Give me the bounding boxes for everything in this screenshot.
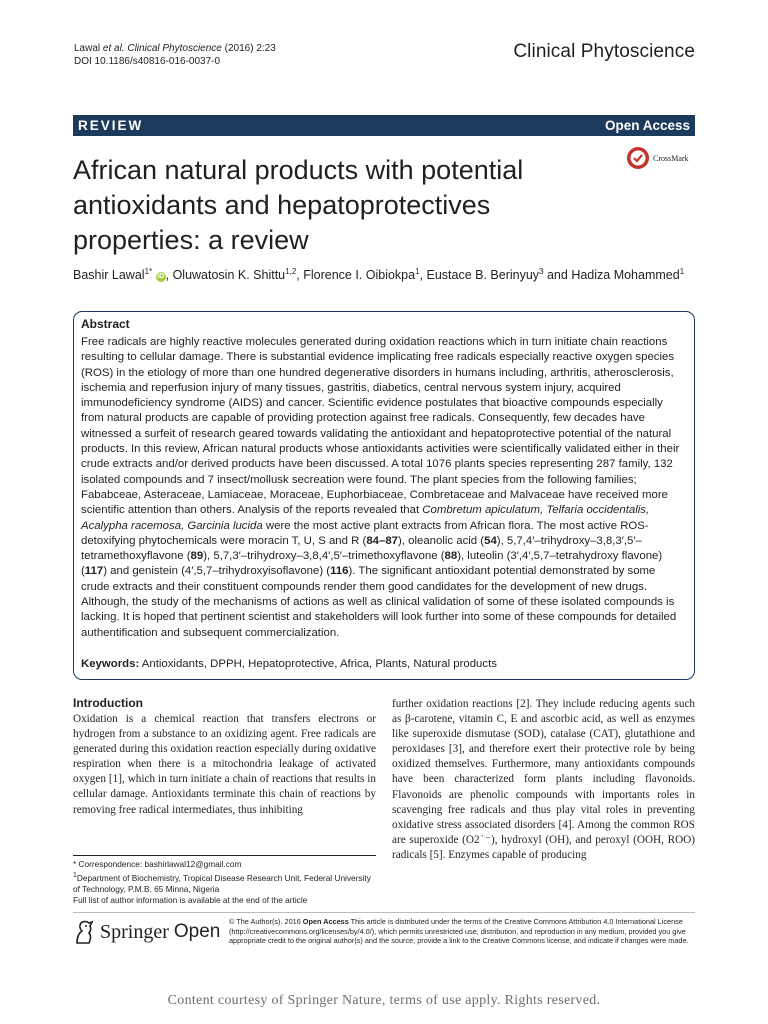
footnote-divider — [73, 855, 376, 856]
article-type: REVIEW — [78, 118, 144, 133]
introduction-heading: Introduction — [73, 696, 143, 710]
citation-authors: Lawal — [74, 43, 103, 54]
author-separator: , — [419, 268, 427, 283]
springer-horse-icon — [73, 919, 95, 945]
license-part: This article is distributed under the terms of the Creative Commons Attribution 4.0 International License (http://creativecommons.org/licenses/by/4.0/), which permits unrestricted use, distribution, and reproduction in any medium, provided you give appropriate credit to the original author(s) and the source, provide a link to the Creative Commons license, and indicate if changes were made. — [229, 917, 689, 946]
author-affil: 3 — [539, 267, 544, 276]
body-column-right: further oxidation reactions [2]. They include reducing agents such as β-carotene, vitamin C, E and ascorbic acid, as well as enzymes like superoxide dismutase (SOD), catalase (CAT), glutathione and peroxidases [3], and therefore exert their protective role by being oxidized themselves. Furthermore, many antioxidants compounds have been characterized form plants including flavonoids. Flavonoids are phenolic compounds with importants roles in scavenging free radicals and thus play vital roles in preventing oxidative stress associated disorders [4]. Among the common ROS are superoxide (O2˙⁻), hydroxyl (OH), and peroxyl (OOH, ROO) radicals [5]. Enzymes capable of producing — [392, 698, 695, 861]
abstract-part: ), 5,7,3′–trihydroxy–3,8,4′,5′–trimethoxyflavone ( — [203, 550, 445, 563]
author-name[interactable]: Oluwatosin K. Shittu — [172, 268, 286, 283]
compound-ref: 89 — [190, 550, 204, 563]
abstract-part: were the most active plant extracts from African flora. The most active ROS-detoxifying phytochemicals were moracin T, U, S and R ( — [81, 519, 649, 547]
springer-open-logo[interactable] — [73, 919, 220, 945]
affiliation-sup: 1 — [73, 872, 77, 879]
author-name[interactable]: Hadiza Mohammed — [571, 268, 680, 283]
footnotes — [73, 859, 376, 906]
keywords — [81, 657, 687, 672]
footer-divider — [73, 912, 695, 913]
abstract-text — [81, 335, 687, 641]
open-wordmark: Open — [173, 921, 221, 942]
more-info: Full list of author information is available at the end of the article — [73, 894, 308, 905]
crossmark-icon — [626, 146, 650, 170]
abstract-part: ). The significant antioxidant potential demonstrated by some crude extracts and their constituent compounds render them good candidates for the development of new drugs. Although, the study of the mechanisms of actions as well as clinical validation of some of these isolated compounds is lacking. It is hoped that pertinent scientist and stakeholders will look further into some of these compounds for detailed authentification and subsequent commercialization. — [81, 565, 677, 639]
doi[interactable]: DOI 10.1186/s40816-016-0037-0 — [74, 56, 221, 67]
compound-ref: 88 — [444, 550, 458, 563]
journal-name[interactable]: Clinical Phytoscience — [513, 41, 695, 62]
author-list — [73, 264, 713, 283]
author-affil: 1 — [679, 267, 685, 276]
crossmark-badge[interactable] — [626, 146, 689, 170]
author-separator: , — [296, 268, 304, 283]
author-affil: 1,2 — [285, 267, 297, 276]
author-affil: 1 — [415, 267, 420, 276]
affiliation — [73, 870, 376, 895]
orcid-icon[interactable]: iD — [157, 273, 165, 281]
citation-year: (2016) 2:23 — [221, 43, 276, 54]
license-text — [229, 917, 695, 946]
author-separator: and — [543, 268, 572, 283]
body-column-left: Oxidation is a chemical reaction that transfers electrons or hydrogen from a substance to an oxidizing agent. Free radicals are generated during this oxidation reaction especially during oxidative respiration when there is a mitochondria leakage of activated oxygen [1], which in turn initiate a chain of reactions that results in cellular damage. Antioxidants terminate this chain of reactions by removing free radical intermediates, thus inhibiting — [73, 713, 376, 816]
keywords-label: Keywords: — [81, 658, 140, 670]
affiliation-text: Department of Biochemistry, Tropical Disease Research Unit, Federal University of Technology, P.M.B. 65 Minna, Nigeria — [73, 872, 371, 894]
author-name[interactable]: Bashir Lawal — [73, 268, 145, 283]
abstract-part: Free radicals are highly reactive molecules generated during oxidation reactions which in turn initiate chain reactions resulting to cellular damage. There is substantial evidence implicating free radicals especially reactive oxygen species (ROS) in the etiology of more than one hundred degenerative disorders in humans including, arthritis, atherosclerosis, ischemia and reperfusion injury of many tissues, gastritis, diabetics, central nervous system injury, acquired immunodeficiency syndrome (AIDS) and cancer. Scientific evidence postulates that bioactive compounds especially from natural products are capable of providing protection against free radicals. Consequently, few decades have witnessed a surfeit of research geared towards validating the antioxidant and hepatoprotective potential of the natural products. In this review, African natural products whose antioxidants activities were scientifically validated either in their crude extracts and/or derived products have been discussed. A total 1076 plants species representing 287 family, 132 isolated compounds and 7 insect/mollusk secreation were found. The plant species from the following families; Fababceae, Asteraceae, Lamiaceae, Moraceae, Euphorbiaceae, Combretaceae and Malvaceae have received more scientific attention than others. Analysis of the reports revealed that — [81, 336, 680, 517]
author-name[interactable]: Eustace B. Berinyuy — [426, 268, 540, 283]
citation — [74, 42, 276, 68]
article-type-banner — [73, 115, 695, 136]
springer-wordmark: Springer — [100, 920, 169, 943]
abstract-part: ), oleanolic acid ( — [398, 534, 485, 547]
abstract-species: Combretum apiculatum, Telfaria occidentalis, Acalypha racemosa, Garcinia lucida — [81, 504, 650, 532]
abstract-part: ), 5,7,4′–trihydroxy–3,8,3′,5′–tetramethoxyflavone ( — [81, 534, 642, 563]
courtesy-watermark: Content courtesy of Springer Nature, terms of use apply. Rights reserved. — [167, 993, 601, 1008]
compound-ref: 84–87 — [366, 534, 398, 547]
author-affil: 1* — [144, 267, 153, 276]
citation-etal: et al. Clinical Phytoscience — [102, 43, 222, 54]
compound-ref: 116 — [330, 565, 349, 578]
abstract-part: ), luteolin (3′,4′,5,7–tetrahydroxy flavone) ( — [81, 550, 663, 578]
compound-ref: 54 — [484, 534, 497, 547]
correspondence[interactable]: * Correspondence: bashirlawal12@gmail.com — [73, 859, 242, 869]
keywords-list: Antioxidants, DPPH, Hepatoprotective, Africa, Plants, Natural products — [139, 658, 497, 670]
abstract-part: ) and genistein (4′,5,7–trihydroxyisoflavone) ( — [103, 565, 331, 578]
article-title: African natural products with potential antioxidants and hepatoprotectives properties: a review — [73, 155, 524, 255]
open-access-label: Open Access — [604, 118, 690, 133]
crossmark-label: CrossMark — [653, 153, 689, 163]
compound-ref: 117 — [84, 565, 104, 578]
author-separator: , — [165, 268, 173, 283]
license-part: © The Author(s). 2016 — [229, 917, 303, 926]
author-name[interactable]: Florence I. Oibiokpa — [303, 268, 416, 283]
abstract-heading: Abstract — [81, 317, 130, 331]
license-oa: Open Access — [302, 917, 349, 926]
